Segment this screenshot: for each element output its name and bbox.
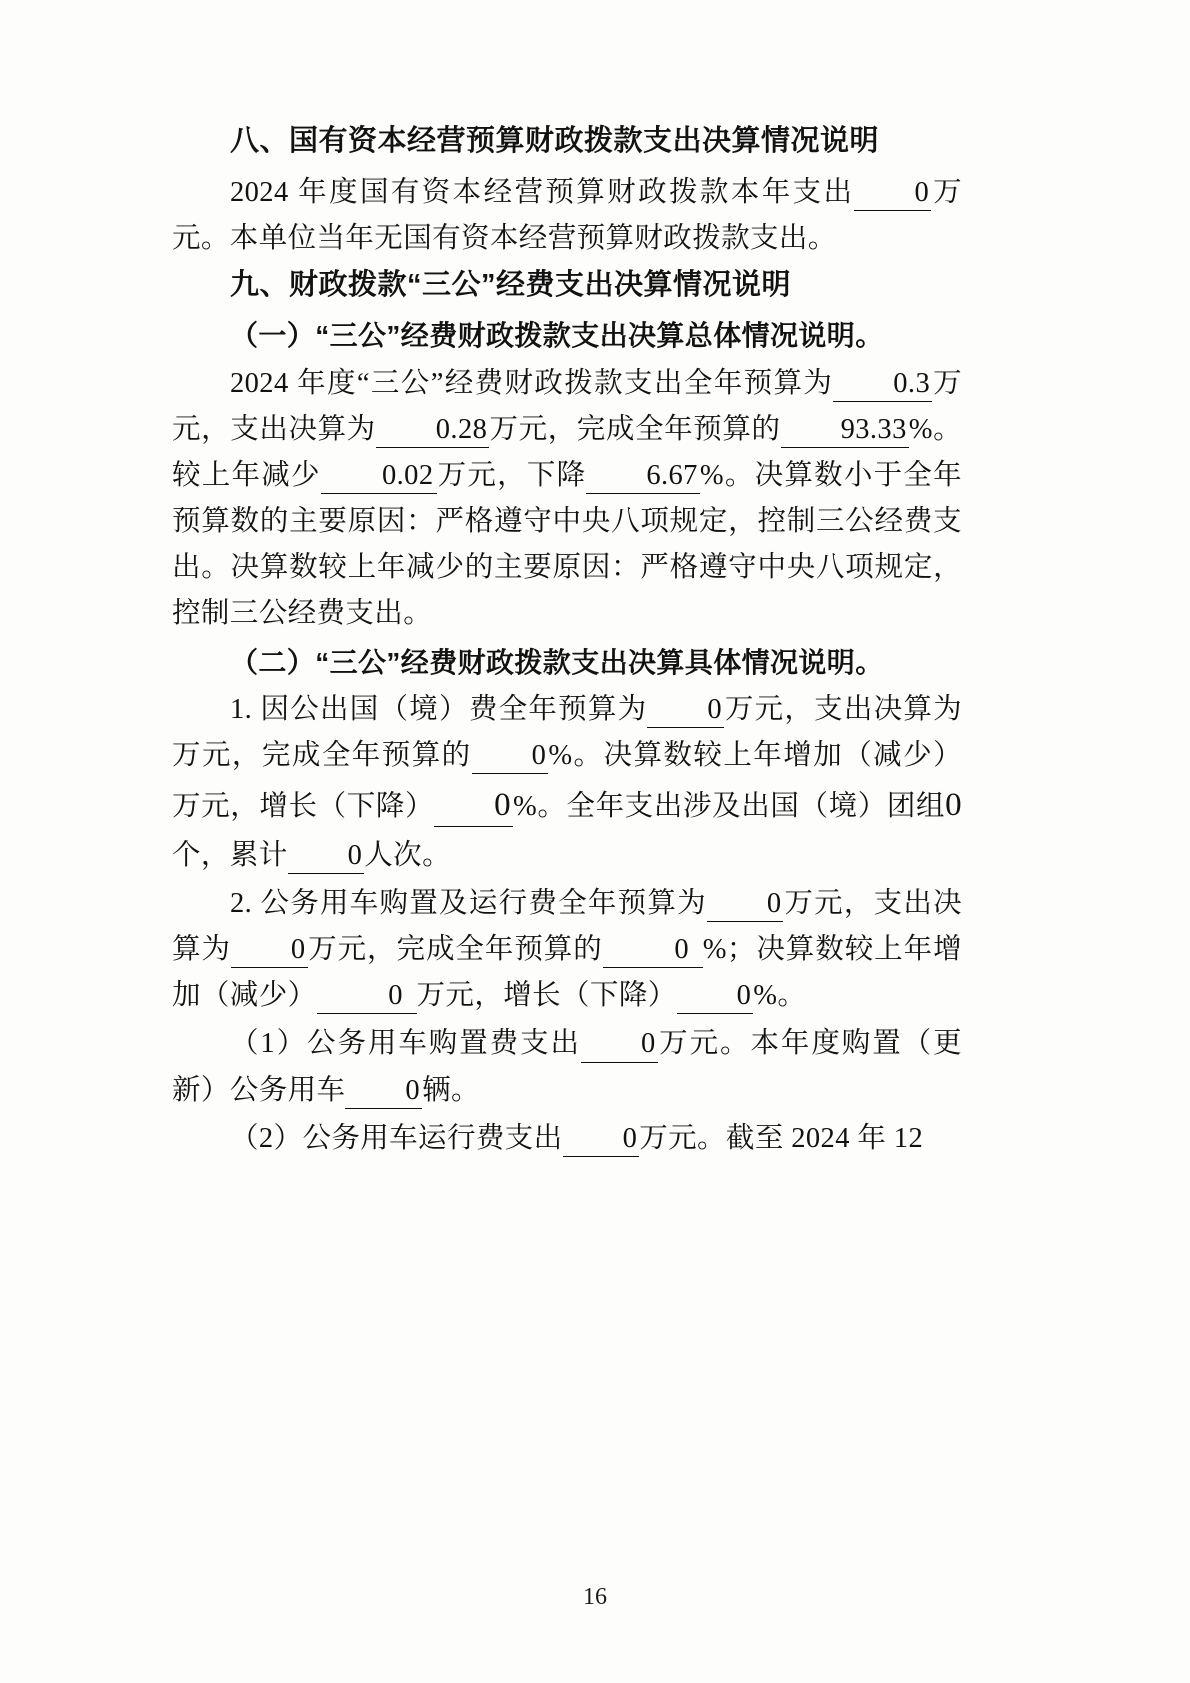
fill-in-blank: 0 — [472, 739, 549, 774]
fill-in-blank: 0 — [288, 839, 365, 874]
fill-in-blank: 0 — [854, 176, 931, 211]
fill-in-blank: 6.67 — [586, 459, 699, 494]
section-9-paragraph-2: 1. 因公出国（境）费全年预算为 0万元，支出决算为 万元，完成全年预算的 0%。决算数较上年增加（减少） 万元，增长（下降） 0%。全年支出涉及出国（境）团组0个，累计 0人次。 — [172, 687, 962, 879]
section-8-paragraph: 2024 年度国有资本经营预算财政拨款本年支出 0万元。本单位当年无国有资本经营预算财政拨款支出。 — [172, 176, 962, 254]
fill-in-blank: 0 — [434, 786, 513, 827]
fill-in-blank: 0 — [563, 1122, 640, 1157]
fill-in-blank: 0 — [581, 1027, 658, 1062]
section-9-paragraph-1: 2024 年度“三公”经费财政拨款支出全年预算为 0.3万元，支出决算为 0.28万元，完成全年预算的 93.33%。较上年减少 0.02 万元，下降 6.67%。决算数小于全年预算数的主要原因：严格遵守中央八项规定，控制三公经费支出。决算数较上年减少的主要原因：严格遵守中央八项规定，控制三公经费支出。 — [172, 367, 962, 630]
page-number: 16 — [583, 1584, 607, 1610]
page-content — [172, 120, 962, 1164]
inline-value: 0 — [945, 787, 962, 824]
fill-in-blank: 0 — [345, 1074, 422, 1109]
fill-in-blank: 0.3 — [833, 367, 932, 402]
fill-in-blank: 0 — [317, 979, 417, 1014]
section-9-sub-heading-1: （一）“三公”经费财政拨款支出决算总体情况说明。 — [230, 320, 884, 352]
fill-in-blank: 0 — [603, 933, 703, 968]
section-9-paragraph-5: （2）公务用车运行费支出 0万元。截至 2024 年 12 — [172, 1116, 962, 1162]
section-9-heading: 九、财政拨款“三公”经费支出决算情况说明 — [230, 268, 792, 301]
fill-in-blank: 0 — [647, 693, 724, 728]
section-8-heading: 八、国有资本经营预算财政拨款支出决算情况说明 — [230, 125, 880, 157]
section-9-sub-heading-2: （二）“三公”经费财政拨款支出决算具体情况说明。 — [230, 646, 884, 678]
fill-in-blank: 0 — [231, 933, 308, 968]
fill-in-blank: 0 — [707, 887, 784, 922]
fill-in-blank: 0 — [677, 979, 754, 1014]
section-9-paragraph-4: （1）公务用车购置费支出 0万元。本年度购置（更新）公务用车 0辆。 — [172, 1021, 962, 1113]
section-9-paragraph-3: 2. 公务用车购置及运行费全年预算为 0万元，支出决算为 0万元，完成全年预算的 0 %；决算数较上年增加（减少） 0 万元，增长（下降） 0%。 — [172, 881, 962, 1019]
fill-in-blank: 0.02 — [321, 459, 437, 494]
fill-in-blank: 0.28 — [376, 413, 489, 448]
fill-in-blank: 93.33 — [781, 413, 909, 448]
